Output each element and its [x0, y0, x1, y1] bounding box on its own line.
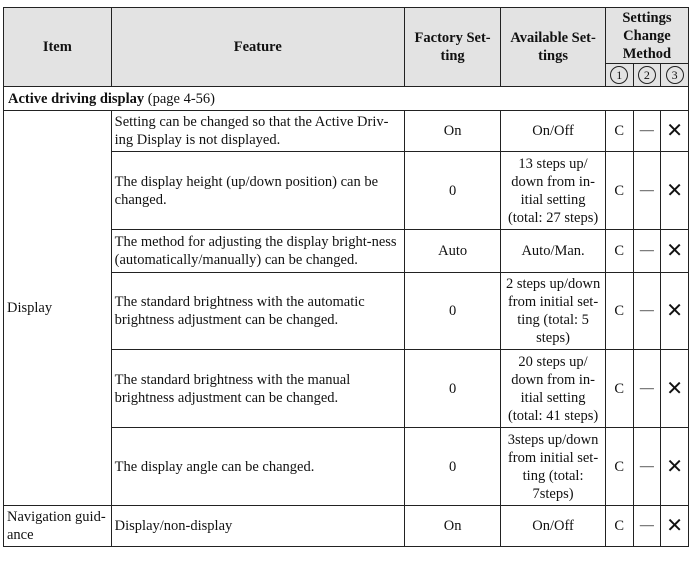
method-1-cell: C: [605, 152, 633, 230]
method-2-cell: —: [633, 428, 661, 506]
cross-icon: ✕: [661, 230, 689, 273]
header-item: Item: [4, 8, 112, 87]
method-1-cell: C: [605, 350, 633, 428]
feature-cell: Display/non-display: [111, 506, 404, 547]
cross-icon: ✕: [661, 273, 689, 350]
feature-cell: The method for adjusting the display bright-ness (automatically/manually) can be changed.: [111, 230, 404, 273]
feature-cell: The display height (up/down position) can be changed.: [111, 152, 404, 230]
method-1-cell: C: [605, 506, 633, 547]
group-display: Display: [4, 111, 112, 506]
cross-icon: ✕: [661, 350, 689, 428]
method-2-cell: —: [633, 273, 661, 350]
cross-icon: ✕: [661, 152, 689, 230]
header-feature: Feature: [111, 8, 404, 87]
factory-cell: Auto: [404, 230, 500, 273]
header-factory-setting: Factory Set-ting: [404, 8, 500, 87]
method-2-cell: —: [633, 350, 661, 428]
method-1-cell: C: [605, 111, 633, 152]
method-2-cell: —: [633, 230, 661, 273]
method-2-icon: 2: [638, 66, 656, 84]
available-cell: On/Off: [501, 111, 606, 152]
factory-cell: 0: [404, 152, 500, 230]
factory-cell: 0: [404, 428, 500, 506]
method-1-cell: C: [605, 230, 633, 273]
method-1-icon: 1: [610, 66, 628, 84]
feature-cell: The standard brightness with the automatic brightness adjustment can be changed.: [111, 273, 404, 350]
factory-cell: 0: [404, 273, 500, 350]
factory-cell: On: [404, 111, 500, 152]
cross-icon: ✕: [661, 111, 689, 152]
method-2-cell: —: [633, 506, 661, 547]
method-2-cell: —: [633, 152, 661, 230]
feature-cell: The standard brightness with the manual brightness adjustment can be changed.: [111, 350, 404, 428]
cross-icon: ✕: [661, 428, 689, 506]
table-row: [4, 111, 689, 152]
available-cell: 20 steps up/ down from in-itial setting (total: 41 steps): [501, 350, 606, 428]
section-page-ref: (page 4-56): [147, 90, 216, 107]
available-cell: On/Off: [501, 506, 606, 547]
settings-table: [3, 7, 689, 547]
section-title: Active driving display: [8, 90, 145, 107]
method-1-cell: C: [605, 273, 633, 350]
cross-icon: ✕: [661, 506, 689, 547]
section-row: [4, 87, 689, 111]
header-change-method: Settings Change Method: [605, 8, 688, 64]
available-cell: 3steps up/down from initial set-ting (total: 7steps): [501, 428, 606, 506]
table-row: [4, 506, 689, 547]
available-cell: Auto/Man.: [501, 230, 606, 273]
method-2-cell: —: [633, 111, 661, 152]
method-1-cell: C: [605, 428, 633, 506]
available-cell: 2 steps up/down from initial set-ting (total: 5 steps): [501, 273, 606, 350]
factory-cell: On: [404, 506, 500, 547]
feature-cell: Setting can be changed so that the Active Driv-ing Display is not displayed.: [111, 111, 404, 152]
factory-cell: 0: [404, 350, 500, 428]
method-3-icon: 3: [666, 66, 684, 84]
header-available-settings: Available Set-tings: [501, 8, 606, 87]
group-navigation-guidance: Navigation guid-ance: [4, 506, 112, 547]
available-cell: 13 steps up/ down from in-itial setting (total: 27 steps): [501, 152, 606, 230]
feature-cell: The display angle can be changed.: [111, 428, 404, 506]
